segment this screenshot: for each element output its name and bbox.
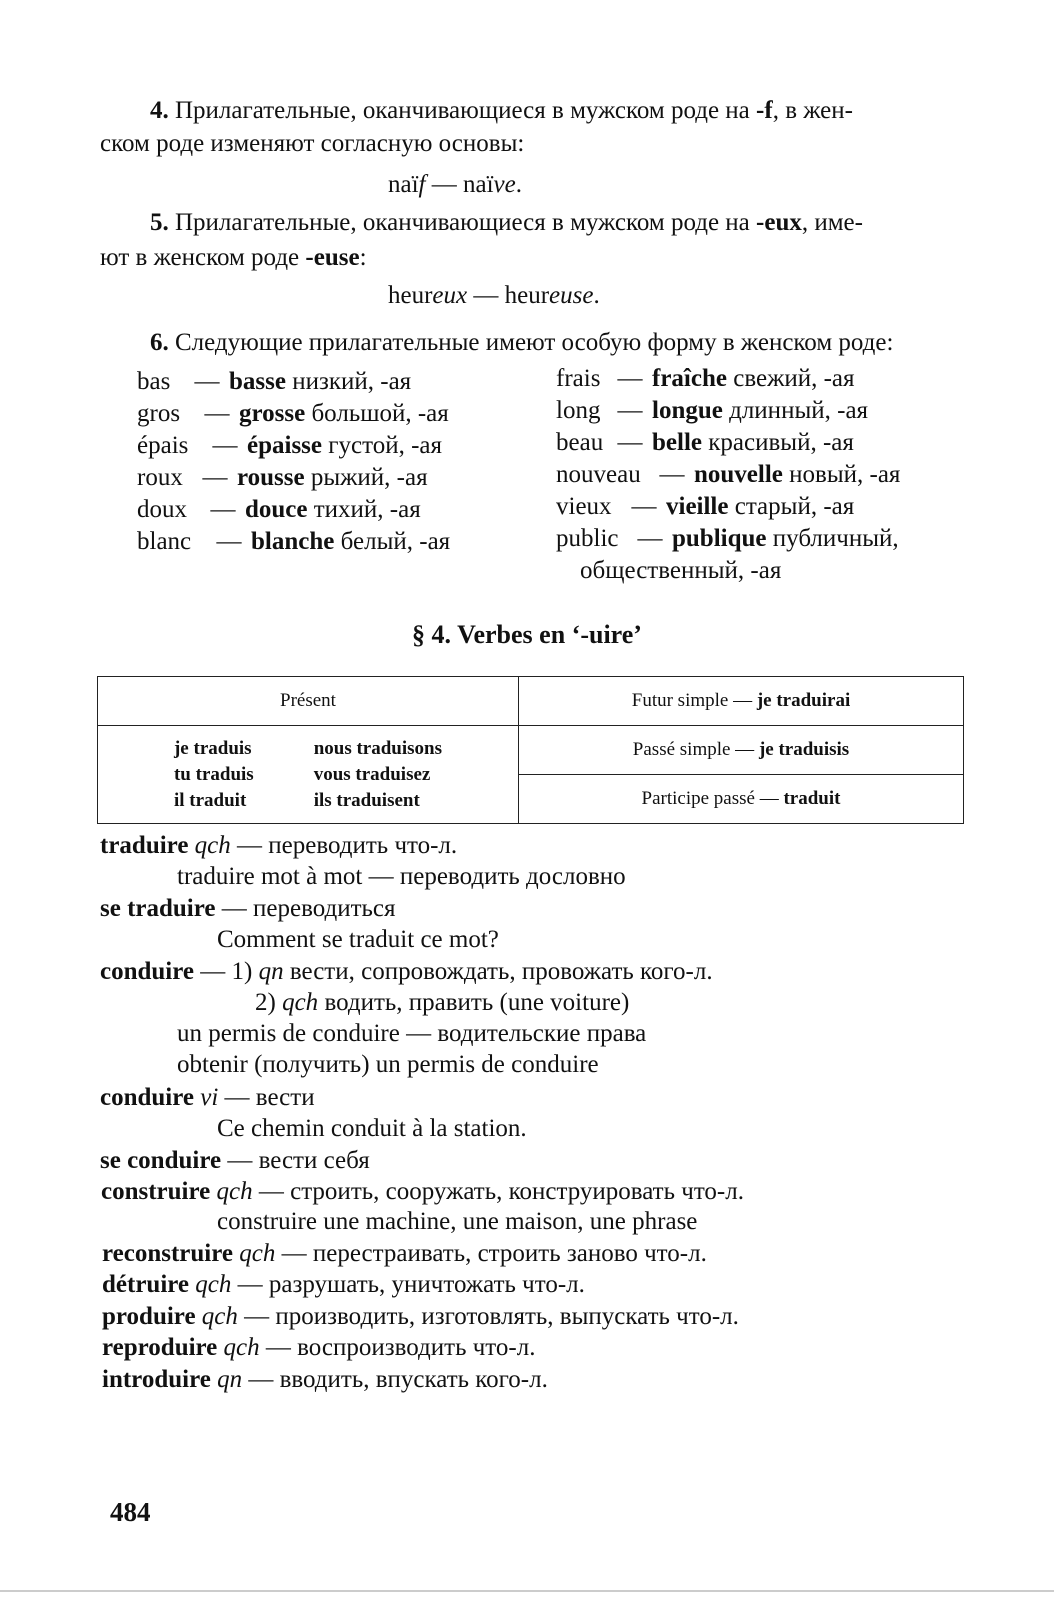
definition: — вести [218,1084,315,1111]
present-form: tu traduis [173,763,254,785]
translation: старый, -ая [734,493,855,520]
definition: — 1) [194,958,259,985]
rule-5-suffix: -euse [305,244,360,271]
adjective-row: nouveau — nouvelle новый, -ая [556,459,900,491]
masc-form: doux [137,496,187,523]
rule-4-number: 4. [150,97,169,124]
headword: conduire [100,958,194,985]
tense-label: Futur simple — [631,690,757,711]
example-part: — naï [425,171,494,198]
fem-form: basse [229,368,286,395]
rule-4-line-2: ском роде изменяют согласную основы: [100,130,525,157]
vocab-entry [102,1271,585,1299]
grammar-note: qch [201,1303,238,1330]
vocab-example: traduire mot à mot — переводить дословно [177,863,626,890]
headword: traduire [100,832,189,859]
masc-form: public [556,525,619,552]
fem-form: grosse [239,400,306,427]
headword: conduire [100,1084,194,1111]
adjective-row: gros — grosse большой, -ая [137,398,450,430]
vocab-entry [100,895,396,923]
rule-5-text: Прилагательные, оканчивающиеся в мужском роде на [168,209,757,236]
rule-5-line-2 [100,243,367,273]
passe-simple-cell [519,726,964,775]
example-part: — heur [467,282,550,309]
masc-form: nouveau [556,461,641,488]
fem-form: rousse [237,464,305,491]
adjective-row: public — publique публичный, [556,523,900,555]
present-form: je traduis [173,737,252,759]
present-form: il traduit [173,789,247,811]
definition: 2) [255,989,283,1016]
headword: se traduire [100,895,216,922]
rule-5-line-1 [150,208,863,238]
grammar-note: qch [239,1240,276,1267]
translation: тихий, -ая [313,496,421,523]
vocab-example: obtenir (получить) un permis de conduire [177,1051,599,1078]
tense-label: Passé simple — [632,739,759,760]
vocab-example: construire une machine, une maison, une phrase [217,1208,698,1235]
definition: — переводить что-л. [230,832,458,859]
example-part: naï [388,171,419,198]
vocab-entry [102,1334,535,1362]
adjective-row: blanc — blanche белый, -ая [137,526,450,558]
fem-form: longue [652,397,723,424]
masc-form: vieux [556,493,612,520]
translation: длинный, -ая [729,397,869,424]
participe-passe-cell [519,775,964,824]
vocab-entry [102,1366,548,1394]
rule-5-suffix: -eux [756,209,802,236]
masc-form: épais [137,432,189,459]
adjective-row: épais — épaisse густой, -ая [137,430,450,462]
rule-4-example [388,170,522,200]
vocab-entry [100,1084,315,1112]
translation: большой, -ая [311,400,449,427]
masc-form: frais [556,365,601,392]
vocab-entry [100,832,457,860]
example-part: . [593,282,600,309]
tense-value: je traduisis [758,739,850,760]
translation: белый, -ая [340,528,451,555]
translation: низкий, -ая [292,368,412,395]
adjective-row: vieux — vieille старый, -ая [556,491,900,523]
page-edge-divider [0,1590,1054,1592]
grammar-note: qch [216,1178,253,1205]
vocab-entry [102,1303,739,1331]
definition: — вводить, впускать кого-л. [242,1366,548,1393]
adjective-row: doux — douce тихий, -ая [137,494,450,526]
masc-form: beau [556,429,604,456]
headword: reproduire [102,1334,218,1361]
example-part: euse [549,282,594,309]
example-part: eux [432,282,468,309]
section-title: § 4. Verbes en ‘-uire’ [412,620,642,649]
headword: introduire [102,1366,211,1393]
vocab-entry [102,1240,707,1268]
adjective-row: frais — fraîche свежий, -ая [556,363,900,395]
tense-value: traduit [783,788,841,809]
masc-form: gros [137,400,181,427]
adjective-row: beau — belle красивый, -ая [556,427,900,459]
rule-5-text: ют в женском роде [100,244,306,271]
rule-6-text: Следующие прилагательные имеют особую форму в женском роде: [168,329,894,356]
adjective-row-continuation: общественный, -ая [580,557,782,584]
adjective-row: roux — rousse рыжий, -ая [137,462,450,494]
headword: reconstruire [102,1240,233,1267]
definition: — перестраивать, строить заново что-л. [275,1240,707,1267]
definition: вести, сопровождать, провожать кого-л. [283,958,713,985]
example-part: heur [388,282,433,309]
adjective-list-right [556,363,900,587]
grammar-note: vi [200,1084,219,1111]
present-header: Présent [98,677,519,726]
translation: публичный, [772,525,899,552]
grammar-note: qch [194,832,231,859]
tense-label: Participe passé — [641,788,784,809]
grammar-note: qn [258,958,284,985]
rule-5-text-end: , име- [801,209,863,236]
translation: рыжий, -ая [310,464,428,491]
rule-5-number: 5. [150,209,169,236]
fem-form: blanche [251,528,335,555]
rule-4-suffix: -f [756,97,773,124]
grammar-note: qch [223,1334,260,1361]
rule-6-line [150,328,893,358]
futur-cell [519,677,964,726]
rule-4-line-1 [150,96,853,126]
present-singular [174,736,254,814]
headword: détruire [102,1271,190,1298]
masc-form: blanc [137,528,192,555]
definition: — вести себя [221,1147,370,1174]
fem-form: fraîche [652,365,727,392]
translation: густой, -ая [328,432,442,459]
page-number: 484 [110,1497,151,1527]
masc-form: roux [137,464,183,491]
vocab-example: un permis de conduire — водительские права [177,1020,647,1047]
grammar-note: qch [282,989,319,1016]
grammar-note: qn [217,1366,243,1393]
adjective-row: bas — basse низкий, -ая [137,366,450,398]
present-form: ils traduisent [313,789,420,811]
translation: красивый, -ая [708,429,854,456]
fem-form: publique [672,525,767,552]
fem-form: belle [652,429,702,456]
example-part: . [515,171,522,198]
definition: водить, править (une voiture) [318,989,630,1016]
example-part: ve [493,171,516,198]
adjective-row: long — longue длинный, -ая [556,395,900,427]
rule-4-text-end: , в жен- [772,97,853,124]
rule-5-text-end: : [359,244,367,271]
conjugation-table [97,676,964,824]
vocab-entry [100,1147,370,1175]
vocab-example: Comment se traduit ce mot? [217,926,499,953]
definition: — воспроизводить что-л. [259,1334,536,1361]
present-form: nous traduisons [313,737,443,759]
vocab-entry [100,958,713,986]
present-plural [314,736,442,814]
present-forms-cell [98,726,519,824]
fem-form: nouvelle [694,461,783,488]
example-part: f [418,171,426,198]
vocab-example: Ce chemin conduit à la station. [217,1115,527,1142]
definition: — переводиться [215,895,396,922]
fem-form: vieille [666,493,729,520]
rule-5-example [388,281,600,311]
vocab-entry [101,1178,744,1206]
tense-value: je traduirai [756,690,851,711]
definition: — производить, изготовлять, выпускать что-л. [237,1303,739,1330]
headword: construire [101,1178,211,1205]
fem-form: douce [245,496,308,523]
vocab-sense [255,989,629,1017]
rule-6-number: 6. [150,329,169,356]
grammar-note: qch [195,1271,232,1298]
rule-4-text: Прилагательные, оканчивающиеся в мужском роде на [168,97,757,124]
translation: новый, -ая [789,461,901,488]
fem-form: épaisse [247,432,322,459]
headword: se conduire [100,1147,222,1174]
masc-form: bas [137,368,171,395]
definition: — строить, сооружать, конструировать что-л. [252,1178,744,1205]
adjective-list-left [137,366,450,558]
present-form: vous traduisez [313,763,431,785]
definition: — разрушать, уничтожать что-л. [231,1271,585,1298]
masc-form: long [556,397,601,424]
headword: produire [102,1303,196,1330]
translation: свежий, -ая [733,365,855,392]
